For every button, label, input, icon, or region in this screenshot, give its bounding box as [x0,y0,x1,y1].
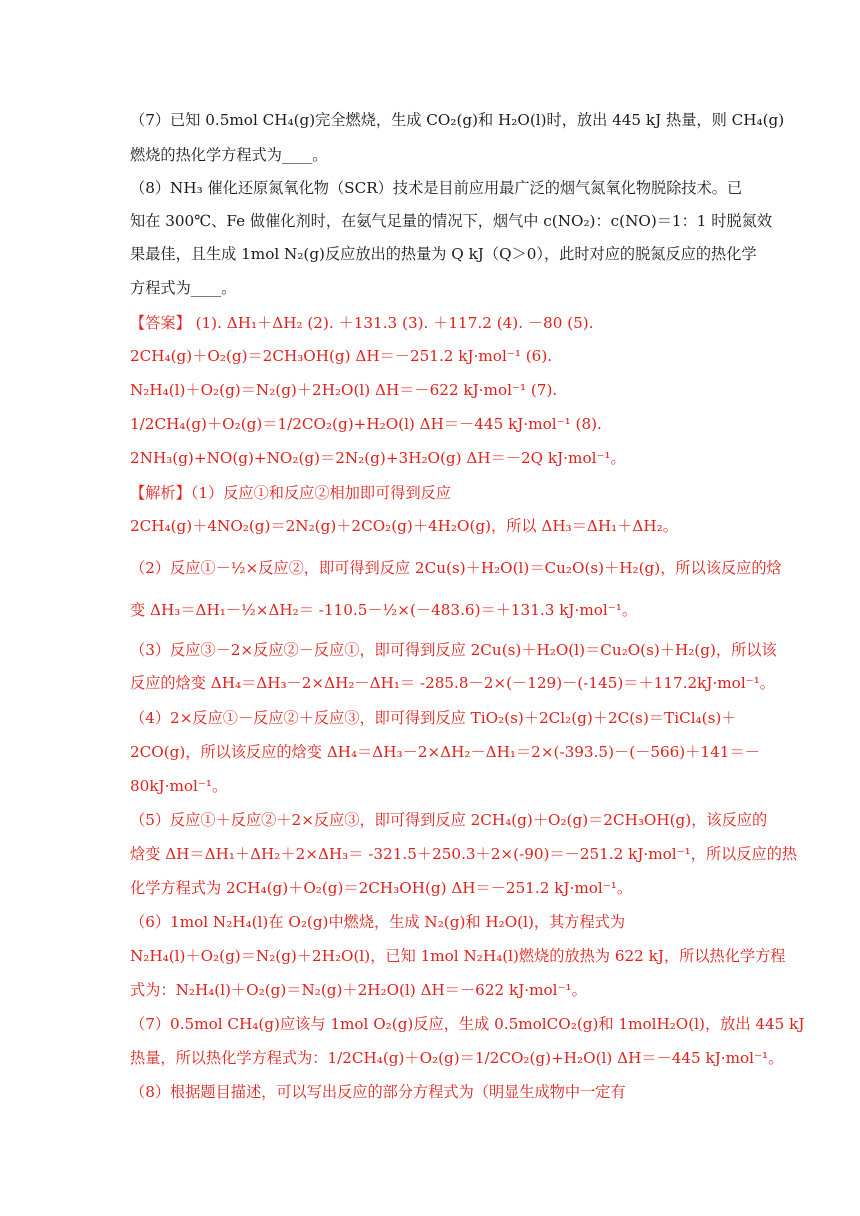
question-7-line-1: （7）已知 0.5mol CH₄(g)完全燃烧，生成 CO₂(g)和 H₂O(l)时，放出 445 kJ 热量，则 CH₄(g) [130,111,785,129]
question-8-line-4: 方程式为____。 [130,279,237,297]
analysis-line-18: （8）根据题目描述，可以写出反应的部分方程式为（明显生成物中一定有 [130,1083,626,1101]
question-8-line-3: 果最佳，且生成 1mol N₂(g)反应放出的热量为 Q kJ（Q＞0），此时对应的脱氮反应的热化学 [130,245,757,263]
analysis-line-3: （2）反应①－½×反应②，即可得到反应 2Cu(s)＋H₂O(l)＝Cu₂O(s)＋H₂(g)，所以该反应的焓 [130,559,782,577]
answer-line-5: 2NH₃(g)+NO(g)+NO₂(g)＝2N₂(g)+3H₂O(g) ΔH＝－2Q kJ·mol⁻¹。 [130,449,626,467]
analysis-line-2: 2CH₄(g)＋4NO₂(g)＝2N₂(g)＋2CO₂(g)＋4H₂O(g)，所以 ΔH₃＝ΔH₁＋ΔH₂。 [130,517,678,535]
analysis-line-4: 变 ΔH₃＝ΔH₁－½×ΔH₂＝ -110.5－½×(－483.6)＝＋131.3 kJ·mol⁻¹。 [130,601,638,619]
analysis-line-5: （3）反应③－2×反应②－反应①，即可得到反应 2Cu(s)＋H₂O(l)＝Cu₂O(s)＋H₂(g)，所以该 [130,641,777,659]
question-8-line-2: 知在 300℃、Fe 做催化剂时，在氨气足量的情况下，烟气中 c(NO₂)：c(NO)＝1：1 时脱氮效 [130,212,773,230]
analysis-line-8: 2CO(g)，所以该反应的焓变 ΔH₄＝ΔH₃－2×ΔH₂－ΔH₁＝2×(-393.5)－(－566)＋141＝－ [130,743,760,761]
analysis-line-14: N₂H₄(l)＋O₂(g)＝N₂(g)＋2H₂O(l)，已知 1mol N₂H₄(l)燃烧的放热为 622 kJ，所以热化学方程 [130,947,786,965]
analysis-line-1: 【解析】（1）反应①和反应②相加即可得到反应 [130,484,452,502]
question-8-line-1: （8）NH₃ 催化还原氮氧化物（SCR）技术是目前应用最广泛的烟气氮氧化物脱除技术。已 [130,179,743,197]
analysis-line-7: （4）2×反应①－反应②＋反应③，即可得到反应 TiO₂(s)＋2Cl₂(g)＋2C(s)＝TiCl₄(s)＋ [130,709,737,727]
analysis-line-9: 80kJ·mol⁻¹。 [130,777,228,795]
answer-line-2: 2CH₄(g)＋O₂(g)＝2CH₃OH(g) ΔH＝－251.2 kJ·mol⁻¹ (6). [130,347,553,365]
answer-line-1: 【答案】 (1). ΔH₁＋ΔH₂ (2). ＋131.3 (3). ＋117.2 (4). －80 (5). [130,314,594,332]
analysis-line-17: 热量，所以热化学方程式为：1/2CH₄(g)＋O₂(g)＝1/2CO₂(g)+H₂O(l) ΔH＝－445 kJ·mol⁻¹。 [130,1049,784,1067]
analysis-line-6: 反应的焓变 ΔH₄＝ΔH₃－2×ΔH₂－ΔH₁＝ -285.8－2×(－129)－(-145)＝＋117.2kJ·mol⁻¹。 [130,674,775,692]
analysis-line-12: 化学方程式为 2CH₄(g)＋O₂(g)＝2CH₃OH(g) ΔH＝－251.2 kJ·mol⁻¹。 [130,879,633,897]
answer-line-3: N₂H₄(l)＋O₂(g)＝N₂(g)＋2H₂O(l) ΔH＝－622 kJ·mol⁻¹ (7). [130,381,558,399]
analysis-line-10: （5）反应①＋反应②＋2×反应③，即可得到反应 2CH₄(g)＋O₂(g)＝2CH₃OH(g)，该反应的 [130,811,768,829]
analysis-line-11: 焓变 ΔH＝ΔH₁＋ΔH₂＋2×ΔH₃＝ -321.5＋250.3＋2×(-90)＝－251.2 kJ·mol⁻¹，所以反应的热 [130,845,798,863]
analysis-line-15: 式为：N₂H₄(l)＋O₂(g)＝N₂(g)＋2H₂O(l) ΔH＝－622 kJ·mol⁻¹。 [130,981,587,999]
analysis-line-16: （7）0.5mol CH₄(g)应该与 1mol O₂(g)反应，生成 0.5molCO₂(g)和 1molH₂O(l)，放出 445 kJ [130,1015,805,1033]
question-7-line-2: 燃烧的热化学方程式为____。 [130,146,328,164]
analysis-line-13: （6）1mol N₂H₄(l)在 O₂(g)中燃烧，生成 N₂(g)和 H₂O(l)，其方程式为 [130,913,626,931]
answer-line-4: 1/2CH₄(g)＋O₂(g)＝1/2CO₂(g)+H₂O(l) ΔH＝－445 kJ·mol⁻¹ (8). [130,415,602,433]
